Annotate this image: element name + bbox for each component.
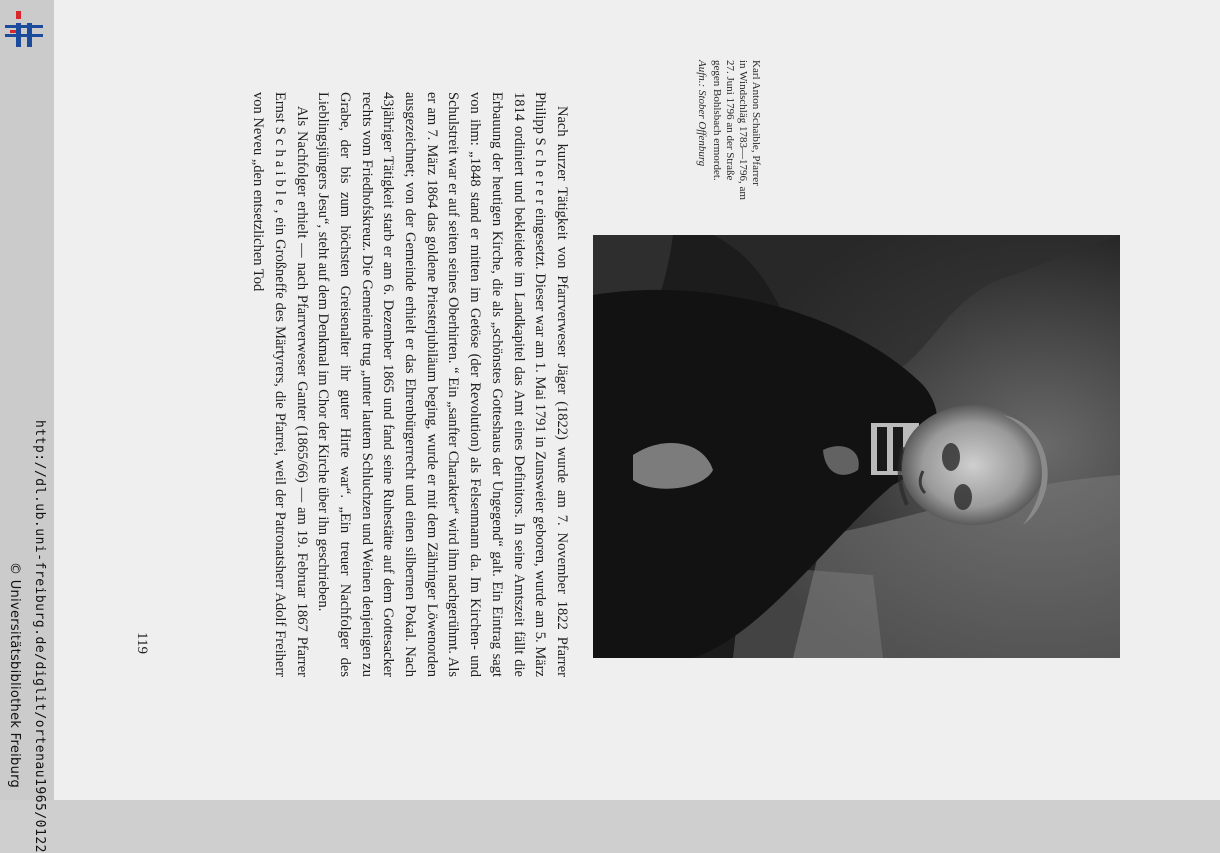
caption-line: in Windschläg 1783—1796, am (737, 60, 749, 200)
viewer-side-strip (0, 0, 54, 853)
article-body (246, 92, 572, 677)
caption-line: Karl Anton Schaible, Pfarrer (750, 60, 762, 186)
caption-line: 27. Juni 1796 an der Straße (724, 60, 736, 181)
paragraph: Als Nachfolger erhielt — nach Pfarrverweser Ganter (1865/66) — am 19. Februar 1867 Pfarrer Ernst S c h a i b l e , ein Großneffe des Märtyrers, die Pfarrei, weil der Patronatsherr Adolf Freiherr von Neveu „den entsetzlichen Tod (250, 92, 310, 677)
portrait-photo (593, 235, 1120, 658)
portrait-image (593, 235, 1120, 658)
university-library-logo-icon[interactable] (2, 8, 46, 52)
page-number: 119 (134, 632, 150, 654)
copyright-notice: © Universitätsbibliothek Freiburg (7, 562, 22, 789)
photo-credit: Aufn.: Stober Offenburg (696, 60, 708, 167)
caption-line: gegen Bohlsbach ermordet. (711, 60, 723, 181)
photo-caption (695, 60, 762, 200)
paragraph: Nach kurzer Tätigkeit von Pfarrverweser Jäger (1822) wurde am 7. November 1822 Pfarrer Philipp S c h e r e r eingesetzt. Dieser war am 1. Mai 1791 in Zunsweier geboren, wurde am 5. März 1814 ordiniert und bekleidete im Landkapitel das Amt eines Definitors. In seine Amtszeit fällt die Erbauung der heutigen Kirche, die als „schönstes Gotteshaus der Ungegend“ galt. Ein Eintrag sagt von ihm: „1848 stand er mitten im Getöse (der Revolution) als Felsenmann da. Im Kirchen- und Schulstreit war er auf seiten seines Oberhirten. “ Ein „sanfter Charakter“ wird ihm nachgerühmt. Als er am 7. März 1864 das goldene Priesterjubiläum beging, wurde er mit dem Zähringer Löwenorden ausgezeichnet; von der Gemeinde erhielt er das Ehrenbürgerrecht und einen silbernen Pokal. Nach 43jähriger Tätigkeit starb er am 6. Dezember 1865 und fand seine Ruhestätte auf dem Gottesacker rechts vom Friedhofskreuz. Die Gemeinde trug „unter lautem Schluchzen und Weinen denjenigen zu Grabe, der bis zum höchsten Greisenalter ihr guter Hirte war“. „Ein treuer Nachfolger des Lieblingsjüngers Jesu“, steht auf dem Denkmal im Chor der Kirche über ihn geschrieben. (315, 92, 570, 677)
source-url[interactable]: http://dl.ub.uni-freiburg.de/diglit/ortenau1965/0122 (32, 420, 47, 853)
